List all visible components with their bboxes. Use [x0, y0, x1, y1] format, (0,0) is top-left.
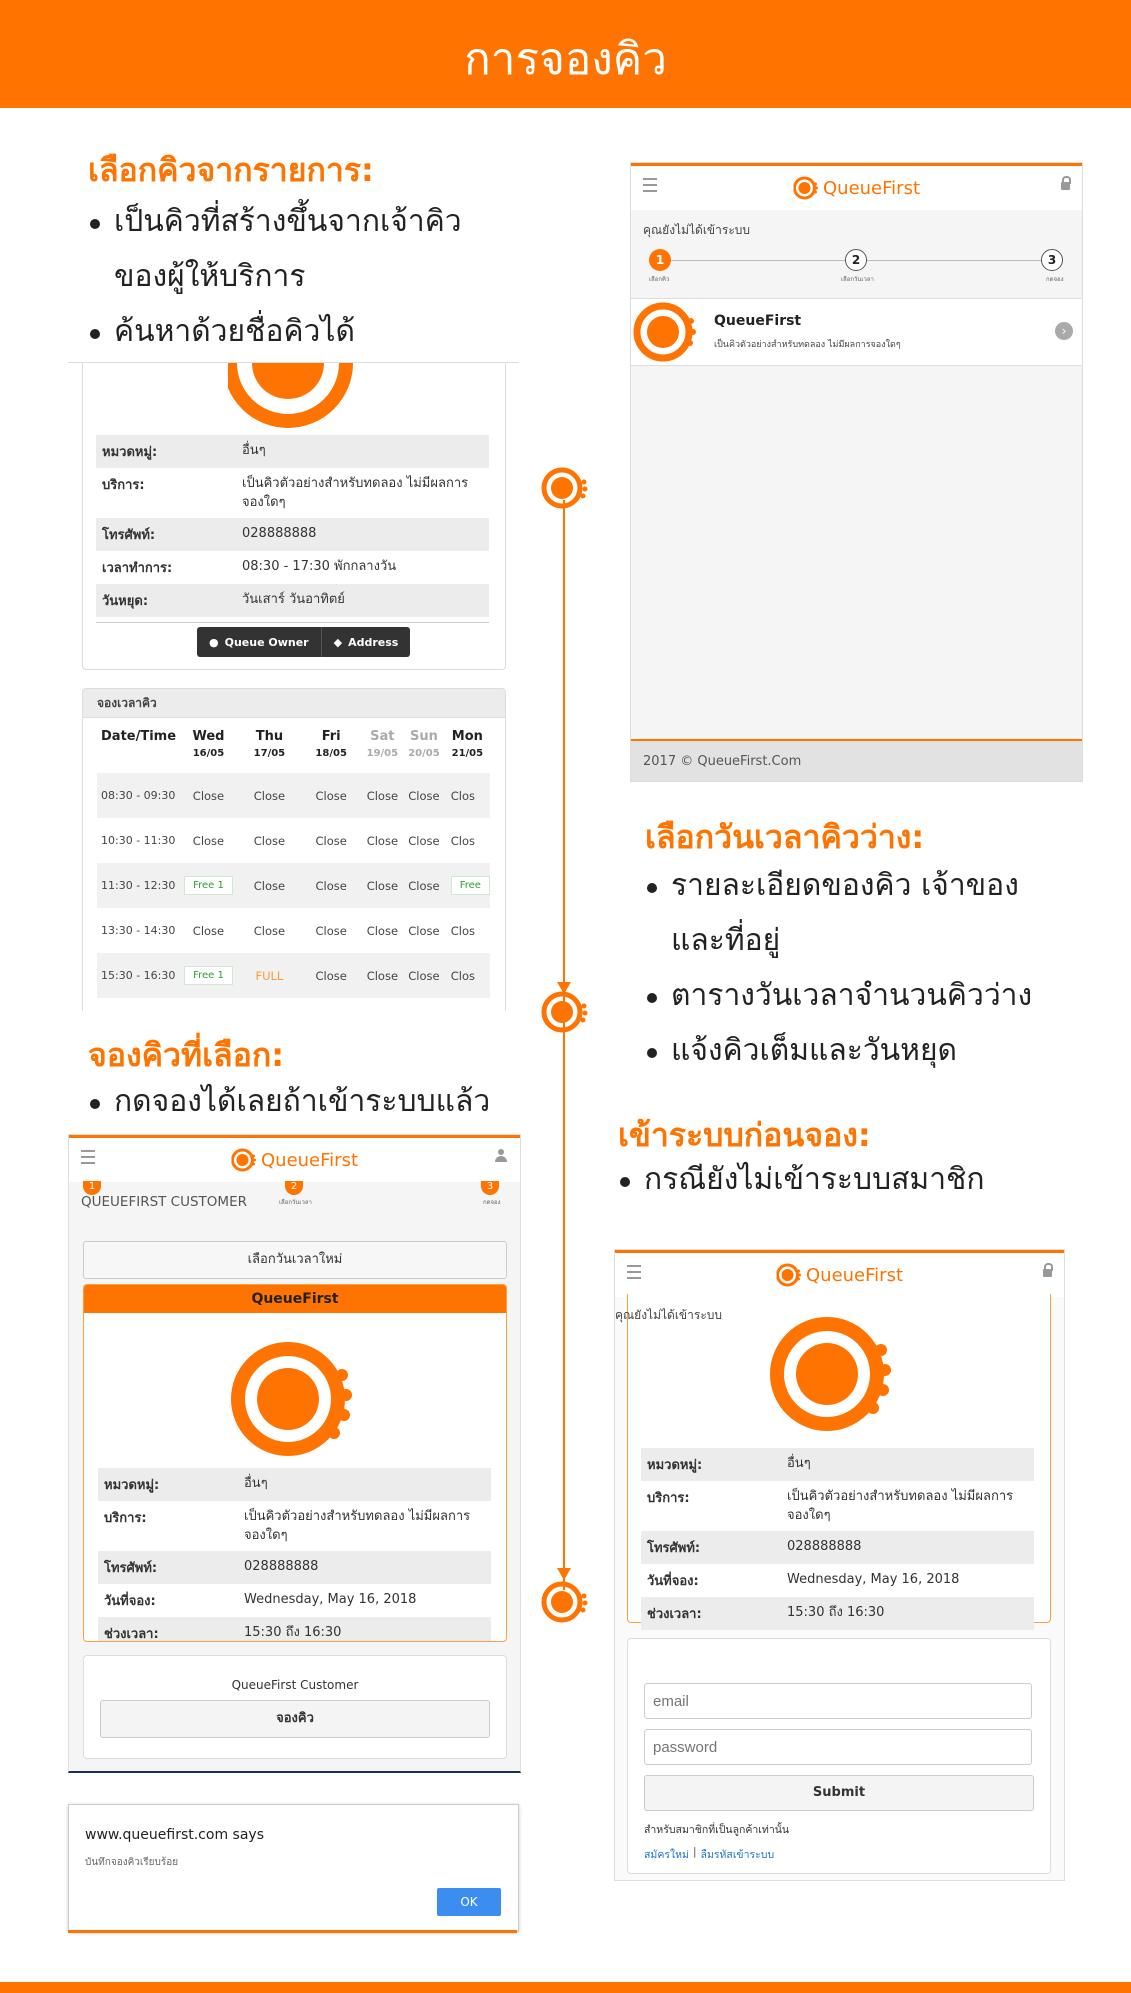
- closed-slot-label: Close: [315, 878, 347, 893]
- day-header: Thu 17/05: [253, 729, 286, 759]
- step-2-label: เลือกวันเวลา: [279, 1199, 312, 1206]
- slot-cell: [445, 863, 490, 908]
- reselect-time-button[interactable]: เลือกวันเวลาใหม่: [83, 1241, 507, 1279]
- info-value: 028888888: [242, 526, 317, 541]
- app-logo: [776, 1262, 903, 1288]
- lock-icon[interactable]: [1043, 1269, 1052, 1277]
- info-row: [98, 1501, 491, 1551]
- info-key: โทรศัพท์:: [102, 528, 156, 543]
- info-key: โทรศัพท์:: [647, 1541, 701, 1556]
- day-header: Wed 16/05: [192, 729, 225, 759]
- day-header: Mon 21/05: [451, 729, 484, 759]
- info-value: Wednesday, May 16, 2018: [787, 1572, 960, 1587]
- closed-slot-label: Clos: [450, 788, 475, 803]
- day-header-off: Sun 20/05: [408, 729, 440, 759]
- alert-dialog: [68, 1804, 519, 1932]
- slot-cell: [445, 773, 490, 818]
- dialog-bottom-accent: [68, 1930, 517, 1933]
- info-row: [96, 551, 489, 584]
- timeline-line: [563, 500, 565, 1590]
- closed-slot-label: Close: [315, 833, 347, 848]
- info-value: Wednesday, May 16, 2018: [244, 1592, 417, 1607]
- info-value: 028888888: [787, 1539, 862, 1554]
- divider: [96, 622, 489, 623]
- step-3-circle: 3: [1041, 249, 1063, 271]
- info-value: เป็นคิวตัวอย่างสำหรับทดลอง ไม่มีผลการจองใดๆ: [787, 1489, 1014, 1523]
- info-key: ช่วงเวลา:: [104, 1627, 159, 1642]
- queue-detail-screen: [68, 362, 519, 1011]
- info-row: [98, 1584, 491, 1617]
- closed-slot-label: Clos: [450, 968, 475, 983]
- map-pin-icon: ◆: [333, 635, 343, 649]
- time-slot-label: 10:30 - 11:30: [101, 834, 176, 847]
- app-logo: [793, 175, 920, 201]
- slot-cell: [179, 908, 238, 953]
- info-value: เป็นคิวตัวอย่างสำหรับทดลอง ไม่มีผลการจองใดๆ: [244, 1509, 471, 1543]
- info-key: วันที่จอง:: [104, 1594, 156, 1609]
- queue-list-item[interactable]: [631, 298, 1082, 366]
- dialog-message: บันทึกจองคิวเรียบร้อย: [85, 1857, 179, 1868]
- info-value: 15:30 ถึง 16:30: [787, 1605, 885, 1620]
- bullets-login: [618, 1152, 985, 1207]
- slot-cell: [179, 818, 238, 863]
- slot-cell: [403, 908, 445, 953]
- logo-text: QueueFirst: [822, 177, 921, 199]
- step-2-circle: 2: [845, 249, 867, 271]
- forgot-password-link[interactable]: ลืมรหัสเข้าระบบ: [700, 1849, 775, 1861]
- header-banner: [0, 0, 1131, 108]
- chevron-right-icon[interactable]: ›: [1055, 322, 1073, 340]
- closed-slot-label: Close: [408, 788, 440, 803]
- schedule-row: [97, 908, 490, 953]
- corner-header: Date/Time: [101, 729, 177, 744]
- step-2-circle: 2: [285, 1181, 303, 1195]
- queuefirst-logo-icon: [231, 1147, 257, 1173]
- schedule-table: [97, 729, 490, 998]
- booking-info-table: [98, 1468, 491, 1642]
- info-key: โทรศัพท์:: [104, 1561, 158, 1576]
- info-value: อื่นๆ: [242, 443, 266, 458]
- confirm-card: [83, 1655, 507, 1759]
- password-field[interactable]: [644, 1729, 1032, 1765]
- menu-icon[interactable]: [627, 1265, 641, 1279]
- info-row: [96, 584, 489, 617]
- slot-cell: [301, 818, 362, 863]
- info-row: [96, 518, 489, 551]
- bullet-item: กรณียังไม่เข้าระบบสมาชิก: [618, 1152, 985, 1207]
- owner-address-buttons: [197, 627, 410, 657]
- login-status: คุณยังไม่ได้เข้าระบบ: [615, 1308, 722, 1322]
- register-link[interactable]: สมัครใหม่: [644, 1849, 689, 1861]
- user-icon: ●: [209, 635, 219, 649]
- slot-cell: [403, 863, 445, 908]
- info-row: [641, 1597, 1034, 1630]
- slot-cell: [238, 908, 301, 953]
- info-key: บริการ:: [647, 1491, 690, 1506]
- schedule-row: [97, 863, 490, 908]
- info-key: เวลาทำการ:: [102, 561, 173, 576]
- step-1-circle: 1: [649, 249, 671, 271]
- member-note: สำหรับสมาชิกที่เป็นลูกค้าเท่านั้น: [644, 1824, 790, 1836]
- app-logo: [231, 1147, 358, 1173]
- info-row: [96, 435, 489, 468]
- time-slot-label: 15:30 - 16:30: [101, 969, 176, 982]
- app-footer: [631, 739, 1082, 782]
- slot-cell: [238, 953, 301, 998]
- login-status: คุณยังไม่ได้เข้าระบบ: [643, 223, 750, 237]
- slot-cell: [445, 818, 490, 863]
- info-value: 08:30 - 17:30 พักกลางวัน: [242, 559, 397, 574]
- info-row: [641, 1564, 1034, 1597]
- email-field[interactable]: [644, 1683, 1032, 1719]
- queuefirst-logo-icon: [776, 1262, 802, 1288]
- slot-cell: [238, 863, 301, 908]
- info-row: [98, 1617, 491, 1642]
- day-header-off: Sat 19/05: [366, 729, 399, 759]
- day-header: Fri 18/05: [315, 729, 347, 759]
- app-topbar: [69, 1135, 520, 1182]
- info-key: บริการ:: [104, 1511, 147, 1526]
- queuefirst-logo-icon: [793, 175, 819, 201]
- slot-cell: [238, 773, 301, 818]
- address-button[interactable]: [322, 627, 411, 657]
- footer-copyright: 2017 © QueueFirst.Com: [643, 754, 802, 769]
- logo-text: QueueFirst: [805, 1264, 904, 1286]
- info-value: อื่นๆ: [244, 1476, 268, 1491]
- slot-cell: [238, 818, 301, 863]
- closed-slot-label: Clos: [450, 833, 475, 848]
- bullet-item: แจ้งคิวเต็มและวันหยุด: [645, 1023, 1032, 1078]
- closed-slot-label: Close: [366, 923, 399, 938]
- footer-bar: [0, 1982, 1131, 1993]
- bullet-item-continued: ของผู้ให้บริการ: [114, 259, 306, 294]
- slot-cell: [403, 818, 445, 863]
- info-row: [641, 1448, 1034, 1481]
- bullet-item: ตารางวันเวลาจำนวนคิวว่าง: [645, 968, 1032, 1023]
- login-screen: [614, 1249, 1065, 1881]
- time-slot-label: 08:30 - 09:30: [101, 789, 176, 802]
- page-title: การจองคิว: [464, 34, 667, 85]
- schedule-header-row: [97, 729, 490, 773]
- schedule-row: [97, 818, 490, 863]
- slot-cell: [362, 818, 404, 863]
- queue-owner-button[interactable]: [197, 627, 322, 657]
- bullet-item: รายละเอียดของคิว เจ้าของ: [645, 858, 1032, 913]
- slot-cell: [301, 863, 362, 908]
- step-2-label: เลือกวันเวลา: [841, 276, 874, 283]
- info-key: หมวดหมู่:: [102, 445, 158, 460]
- menu-icon[interactable]: [643, 178, 657, 192]
- queue-logo-icon: [228, 362, 358, 433]
- booking-screen: [68, 1134, 521, 1773]
- timeline-node-icon: [540, 986, 592, 1038]
- closed-slot-label: Close: [366, 833, 399, 848]
- slot-cell: [403, 953, 445, 998]
- info-key: วันที่จอง:: [647, 1574, 699, 1589]
- queue-item-desc: เป็นคิวตัวอย่างสำหรับทดลอง ไม่มีผลการจองใดๆ: [714, 340, 901, 350]
- free-slot-button[interactable]: Free: [451, 876, 490, 895]
- bullet-item: ค้นหาด้วยชื่อคิวได้: [88, 304, 462, 359]
- full-slot-label: FULL: [255, 968, 284, 983]
- schedule-card: [82, 688, 506, 1011]
- closed-slot-label: Clos: [450, 923, 475, 938]
- section-title-login: เข้าระบบก่อนจอง:: [618, 1116, 871, 1154]
- info-value: เป็นคิวตัวอย่างสำหรับทดลอง ไม่มีผลการจองใดๆ: [242, 476, 469, 510]
- bullet-item: เป็นคิวที่สร้างขึ้นจากเจ้าคิว: [88, 194, 462, 249]
- info-key: บริการ:: [102, 478, 145, 493]
- slot-cell: [179, 863, 238, 908]
- info-row: [98, 1468, 491, 1501]
- slot-cell: [445, 908, 490, 953]
- info-key: วันหยุด:: [102, 594, 149, 609]
- user-icon[interactable]: [494, 1149, 508, 1163]
- slot-cell: [362, 953, 404, 998]
- info-value: 028888888: [244, 1559, 319, 1574]
- dialog-title: www.queuefirst.com says: [85, 1827, 264, 1843]
- step-1-label: เลือกคิว: [649, 276, 670, 283]
- menu-icon[interactable]: [81, 1150, 95, 1164]
- address-label: Address: [348, 635, 399, 649]
- closed-slot-label: Close: [253, 833, 286, 848]
- detail-info-table: [96, 435, 489, 617]
- time-slot-label: 11:30 - 12:30: [101, 879, 176, 892]
- time-slot-label: 13:30 - 14:30: [101, 924, 176, 937]
- app-topbar: [615, 1250, 1064, 1297]
- bullet-item-continued: และที่อยู่: [671, 923, 781, 958]
- timeline-node-icon: [540, 1576, 592, 1628]
- bullets-pick-time: [645, 858, 1032, 1078]
- closed-slot-label: Close: [315, 968, 347, 983]
- closed-slot-label: Close: [408, 968, 440, 983]
- queue-owner-label: Queue Owner: [224, 635, 309, 649]
- slot-cell: [362, 863, 404, 908]
- section-title-pick-queue: เลือกคิวจากรายการ:: [88, 151, 374, 189]
- info-value: 15:30 ถึง 16:30: [244, 1625, 342, 1640]
- customer-name: QueueFirst Customer: [231, 1678, 359, 1692]
- submit-button[interactable]: Submit: [644, 1775, 1034, 1811]
- closed-slot-label: Close: [253, 878, 286, 893]
- step-3-label: กดจอง: [1046, 276, 1064, 283]
- info-row: [641, 1531, 1034, 1564]
- slot-cell: [179, 953, 238, 998]
- info-value: อื่นๆ: [787, 1456, 811, 1471]
- bullets-book: [88, 1074, 490, 1129]
- login-form: [627, 1638, 1051, 1874]
- slot-cell: [179, 773, 238, 818]
- lock-icon[interactable]: [1061, 182, 1070, 190]
- info-value: วันเสาร์ วันอาทิตย์: [242, 592, 345, 607]
- queue-item-name: QueueFirst: [714, 313, 802, 329]
- step-3-label: กดจอง: [483, 1199, 501, 1206]
- app-topbar: [631, 163, 1082, 210]
- logo-text: QueueFirst: [260, 1149, 359, 1171]
- schedule-body: [97, 773, 490, 998]
- info-row: [641, 1481, 1034, 1531]
- section-title-book: จองคิวที่เลือก:: [88, 1036, 284, 1074]
- slot-cell: [301, 908, 362, 953]
- dialog-ok-button[interactable]: OK: [437, 1888, 501, 1916]
- closed-slot-label: Close: [366, 968, 399, 983]
- closed-slot-label: Close: [366, 788, 399, 803]
- info-row: [96, 468, 489, 518]
- schedule-title: จองเวลาคิว: [83, 689, 505, 718]
- step-1-circle: 1: [83, 1181, 101, 1195]
- closed-slot-label: Close: [315, 788, 347, 803]
- slot-cell: [301, 953, 362, 998]
- queue-logo-icon: [769, 1314, 899, 1434]
- slot-cell: [362, 908, 404, 953]
- schedule-row: [97, 773, 490, 818]
- bullets-pick-queue: [88, 194, 462, 359]
- queue-logo-icon: [633, 299, 697, 365]
- closed-slot-label: Close: [192, 833, 225, 848]
- info-key: ช่วงเวลา:: [647, 1607, 702, 1622]
- closed-slot-label: Close: [408, 923, 440, 938]
- login-info-table: [641, 1448, 1034, 1630]
- booking-card: [83, 1284, 507, 1642]
- slot-cell: [445, 953, 490, 998]
- closed-slot-label: Close: [192, 788, 225, 803]
- closed-slot-label: Close: [366, 878, 399, 893]
- link-separator: |: [692, 1846, 697, 1858]
- info-row: [98, 1551, 491, 1584]
- book-queue-button[interactable]: จองคิว: [100, 1700, 490, 1738]
- queue-list-screen: [630, 162, 1083, 782]
- free-slot-button[interactable]: Free 1: [184, 966, 233, 985]
- login-links: [644, 1846, 774, 1863]
- closed-slot-label: Close: [253, 923, 286, 938]
- closed-slot-label: Close: [315, 923, 347, 938]
- closed-slot-label: Close: [408, 833, 440, 848]
- step-3-circle: 3: [481, 1181, 499, 1195]
- booking-card-title: QueueFirst: [84, 1285, 506, 1313]
- info-key: หมวดหมู่:: [647, 1458, 703, 1473]
- timeline-node-icon: [540, 462, 592, 514]
- closed-slot-label: Close: [192, 923, 225, 938]
- customer-label: QUEUEFIRST CUSTOMER: [81, 1194, 247, 1210]
- slot-cell: [403, 773, 445, 818]
- bullet-item: กดจองได้เลยถ้าเข้าระบบแล้ว: [88, 1074, 490, 1129]
- slot-cell: [301, 773, 362, 818]
- slot-cell: [362, 773, 404, 818]
- free-slot-button[interactable]: Free 1: [184, 876, 233, 895]
- section-title-pick-time: เลือกวันเวลาคิวว่าง:: [645, 818, 925, 856]
- queue-logo-icon: [230, 1339, 360, 1459]
- closed-slot-label: Close: [408, 878, 440, 893]
- info-key: หมวดหมู่:: [104, 1478, 160, 1493]
- closed-slot-label: Close: [253, 788, 286, 803]
- schedule-row: [97, 953, 490, 998]
